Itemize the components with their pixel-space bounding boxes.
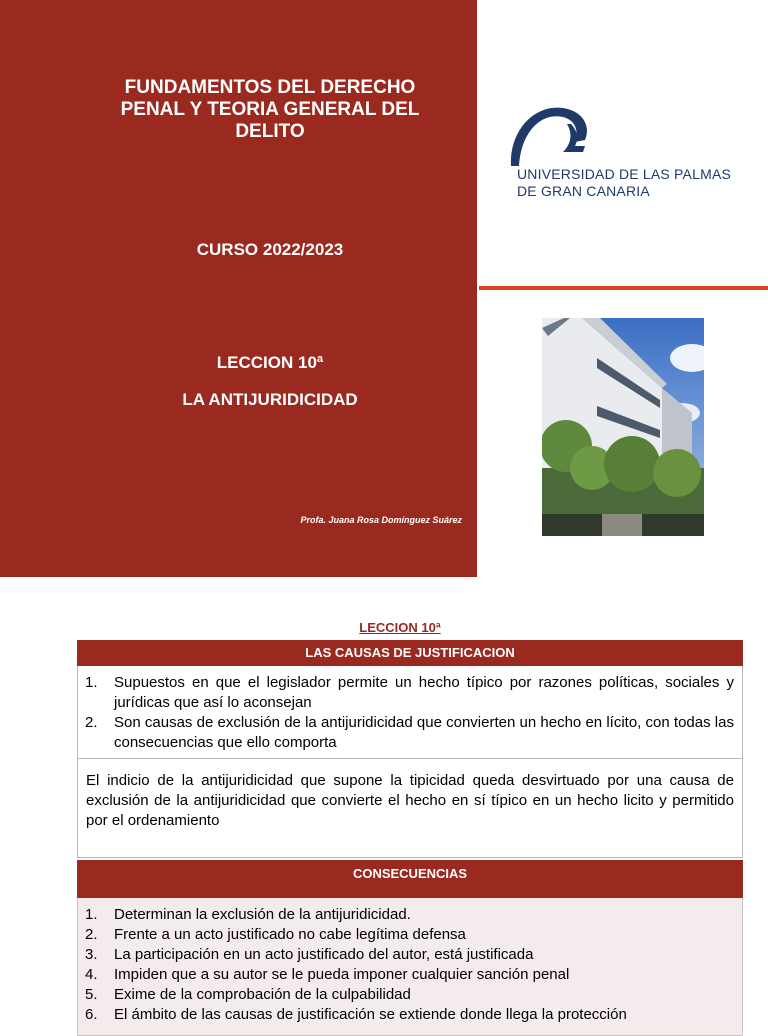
list-item-text: La participación en un acto justificado del autor, está justificada	[114, 946, 534, 963]
causas-list-cell	[77, 666, 743, 759]
lesson-number: LECCION 10ª	[216, 353, 324, 372]
building-photo	[542, 318, 704, 536]
course-year: CURSO 2022/2023	[196, 240, 344, 259]
professor-name: Profa. Juana Rosa Domínguez Suárez	[300, 515, 462, 525]
list-item-number: 5.	[85, 986, 98, 1003]
list-item	[78, 925, 734, 945]
title-slide-panel	[0, 0, 477, 577]
list-item-number: 3.	[85, 946, 98, 963]
antijuridicidad-paragraph: El indicio de la antijuridicidad que supone la tipicidad queda desvirtuado por una causa de exclusión de la antijuridicidad que convierte el hecho en sí típico en un hecho licito y permitido por el ordenamiento	[86, 772, 734, 829]
course-title-line-1: FUNDAMENTOS DEL DERECHO	[124, 77, 416, 98]
course-title-line-3: DELITO	[235, 121, 305, 142]
list-item-number: 2.	[85, 714, 98, 731]
list-item	[78, 1005, 734, 1025]
course-title	[70, 77, 470, 143]
consecuencias-list-cell	[77, 898, 743, 1036]
list-item-number: 4.	[85, 966, 98, 983]
list-item-text: Exime de la comprobación de la culpabilidad	[114, 986, 411, 1003]
list-item	[78, 713, 734, 753]
section-header-causas: LAS CAUSAS DE JUSTIFICACION	[77, 640, 743, 666]
list-item-text: Son causas de exclusión de la antijuridicidad que convierten un hecho en lícito, con todas las consecuencias que ello comporta	[114, 714, 734, 751]
lesson-title: LA ANTIJURIDICIDAD	[182, 390, 358, 409]
list-item-number: 1.	[85, 674, 98, 691]
list-item-text: Determinan la exclusión de la antijuridicidad.	[114, 906, 411, 923]
university-logo-icon	[505, 100, 595, 170]
university-name	[517, 166, 731, 200]
section-header-consecuencias: CONSECUENCIAS	[77, 860, 743, 898]
list-item-text: Impiden que a su autor se le pueda imponer cualquier sanción penal	[114, 966, 570, 983]
slide-divider	[479, 286, 768, 290]
consecuencias-list	[78, 905, 734, 1025]
university-name-line-1: UNIVERSIDAD DE LAS PALMAS	[517, 166, 732, 182]
list-item	[78, 673, 734, 713]
list-item-number: 6.	[85, 1006, 98, 1023]
list-item-text: Frente a un acto justificado no cabe legítima defensa	[114, 926, 466, 943]
list-item	[78, 985, 734, 1005]
list-item-number: 1.	[85, 906, 98, 923]
causas-list	[78, 673, 734, 753]
list-item-number: 2.	[85, 926, 98, 943]
university-name-line-2: DE GRAN CANARIA	[517, 183, 650, 199]
list-item	[78, 965, 734, 985]
course-title-line-2: PENAL Y TEORIA GENERAL DEL	[120, 99, 420, 120]
list-item-text: El ámbito de las causas de justificación se extiende donde llega la protección	[114, 1006, 627, 1023]
document-table	[77, 640, 743, 1036]
list-item-text: Supuestos en que el legislador permite un hecho típico por razones políticas, sociales y jurídicas que así lo aconsejan	[114, 674, 734, 711]
list-item	[78, 945, 734, 965]
antijuridicidad-paragraph-cell	[77, 759, 743, 858]
document-heading: LECCION 10ª	[359, 620, 441, 635]
list-item	[78, 905, 734, 925]
university-logo	[505, 100, 755, 210]
